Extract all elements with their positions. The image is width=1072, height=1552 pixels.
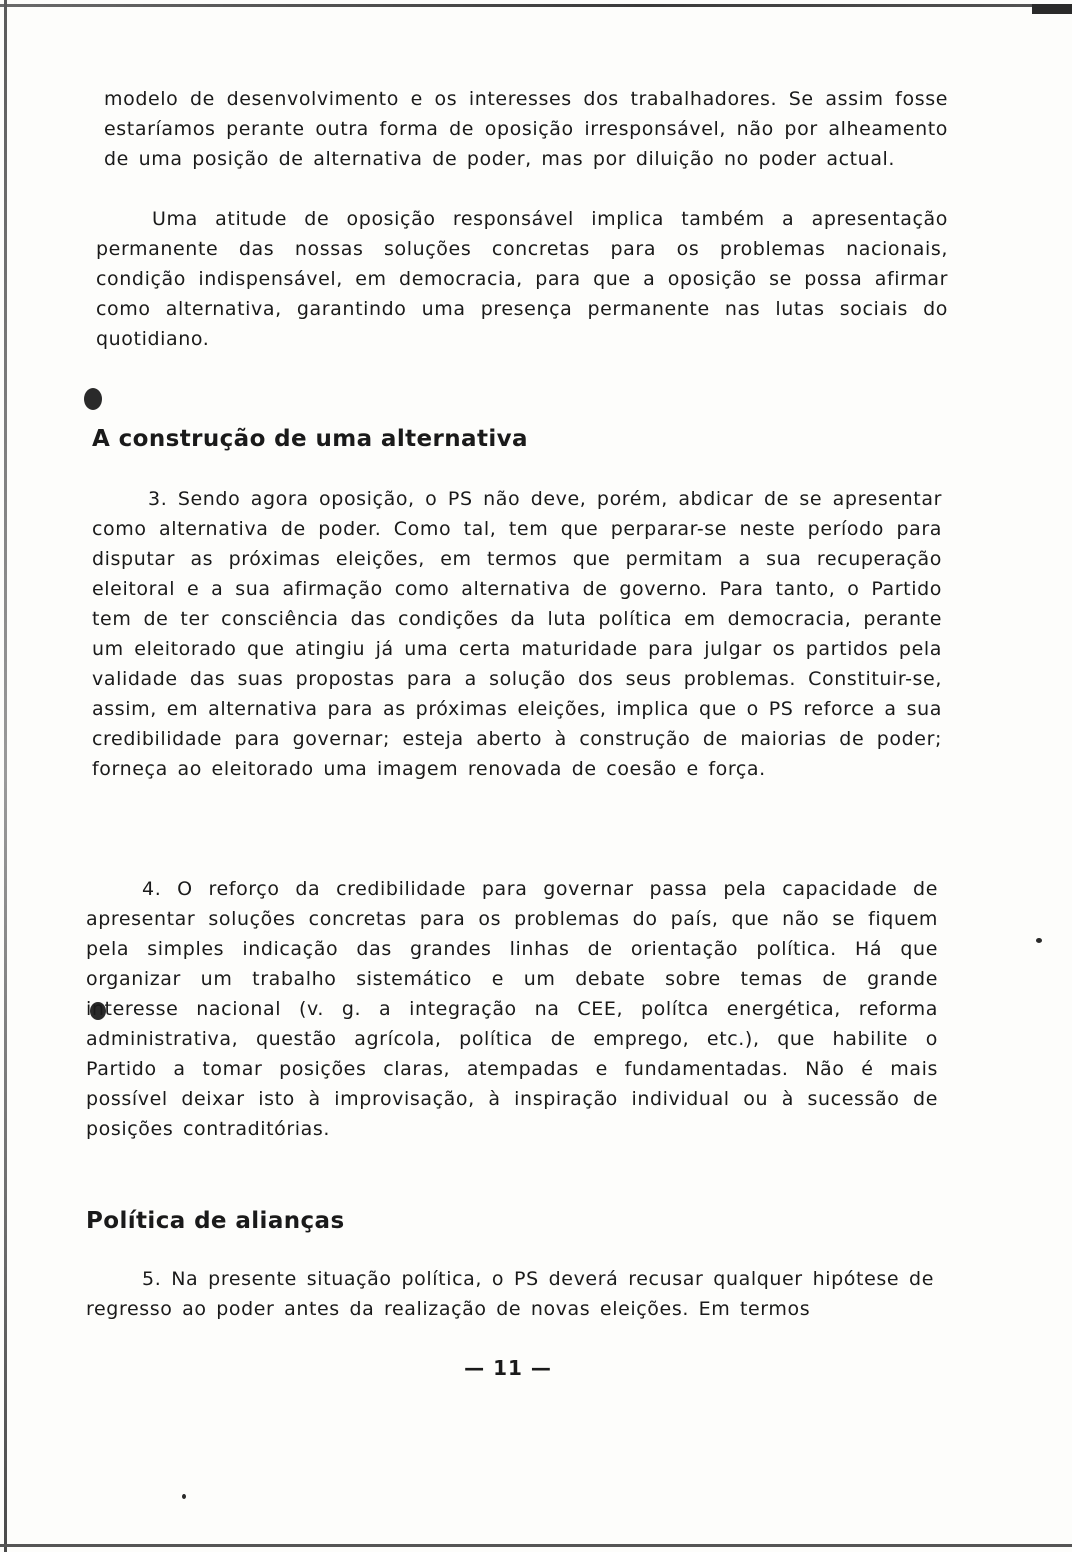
section-heading-alternative: A construção de uma alternativa — [92, 426, 528, 452]
scan-corner-mark — [1032, 4, 1072, 14]
paragraph-3: 3. Sendo agora oposição, o PS não deve, porém, abdicar de se apresentar como alternativa de poder. Como tal, tem que perparar-se neste período para disputar as próximas eleições, em termos que permitam a sua recuperação eleitoral e a sua afirmação como alternativa de governo. Para tanto, o Partido tem de ter consciência das condições da luta política em democracia, perante um eleitorado que atingiu já uma certa maturidade para julgar os partidos pela validade das suas propostas para a solução dos seus problemas. Constituir-se, assim, em alternativa para as próximas eleições, implica que o PS reforce a sua credibilidade para governar; esteja aberto à construção de maiorias de poder; forneça ao eleitorado uma imagem renovada de coesão e força. — [92, 488, 942, 780]
ink-blot — [84, 388, 102, 410]
paragraph-continuation: modelo de desenvolvimento e os interesses dos trabalhadores. Se assim fosse estaríamos perante outra forma de oposição irresponsável, não por alheamento de uma posição de alternativa de poder, mas por diluição no poder actual. — [104, 88, 948, 170]
paragraph-5: 5. Na presente situação política, o PS deverá recusar qualquer hipótese de regresso ao poder antes da realização de novas eleições. Em termos — [86, 1268, 934, 1320]
ink-speck — [1036, 938, 1042, 943]
scan-border-bottom — [0, 1544, 1072, 1547]
page-number: — 11 — — [464, 1356, 552, 1380]
paragraph-opposition: Uma atitude de oposição responsável implica também a apresentação permanente das nossas soluções concretas para os problemas nacionais, condição indispensável, em democracia, para que a oposição se possa afirmar como alternativa, garantindo uma presença permanente nas lutas sociais do quotidiano. — [96, 208, 948, 350]
paragraph-4: 4. O reforço da credibilidade para governar passa pela capacidade de apresentar soluções concretas para os problemas do país, que não se fiquem pela simples indicação das grandes linhas de orientação política. Há que organizar um trabalho sistemático e um debate sobre temas de grande interesse nacional (v. g. a integração na CEE, polítca energética, reforma administrativa, questão agrícola, política de emprego, etc.), que habilite o Partido a tomar posições claras, atempadas e fundamentadas. Não é mais possível deixar isto à improvisação, à inspiração individual ou à sucessão de posições contraditórias. — [86, 878, 938, 1140]
ink-speck — [182, 1494, 186, 1499]
scan-border-left — [4, 0, 7, 1552]
section-heading-alliances: Política de alianças — [86, 1208, 345, 1234]
scan-border-top — [0, 4, 1072, 7]
